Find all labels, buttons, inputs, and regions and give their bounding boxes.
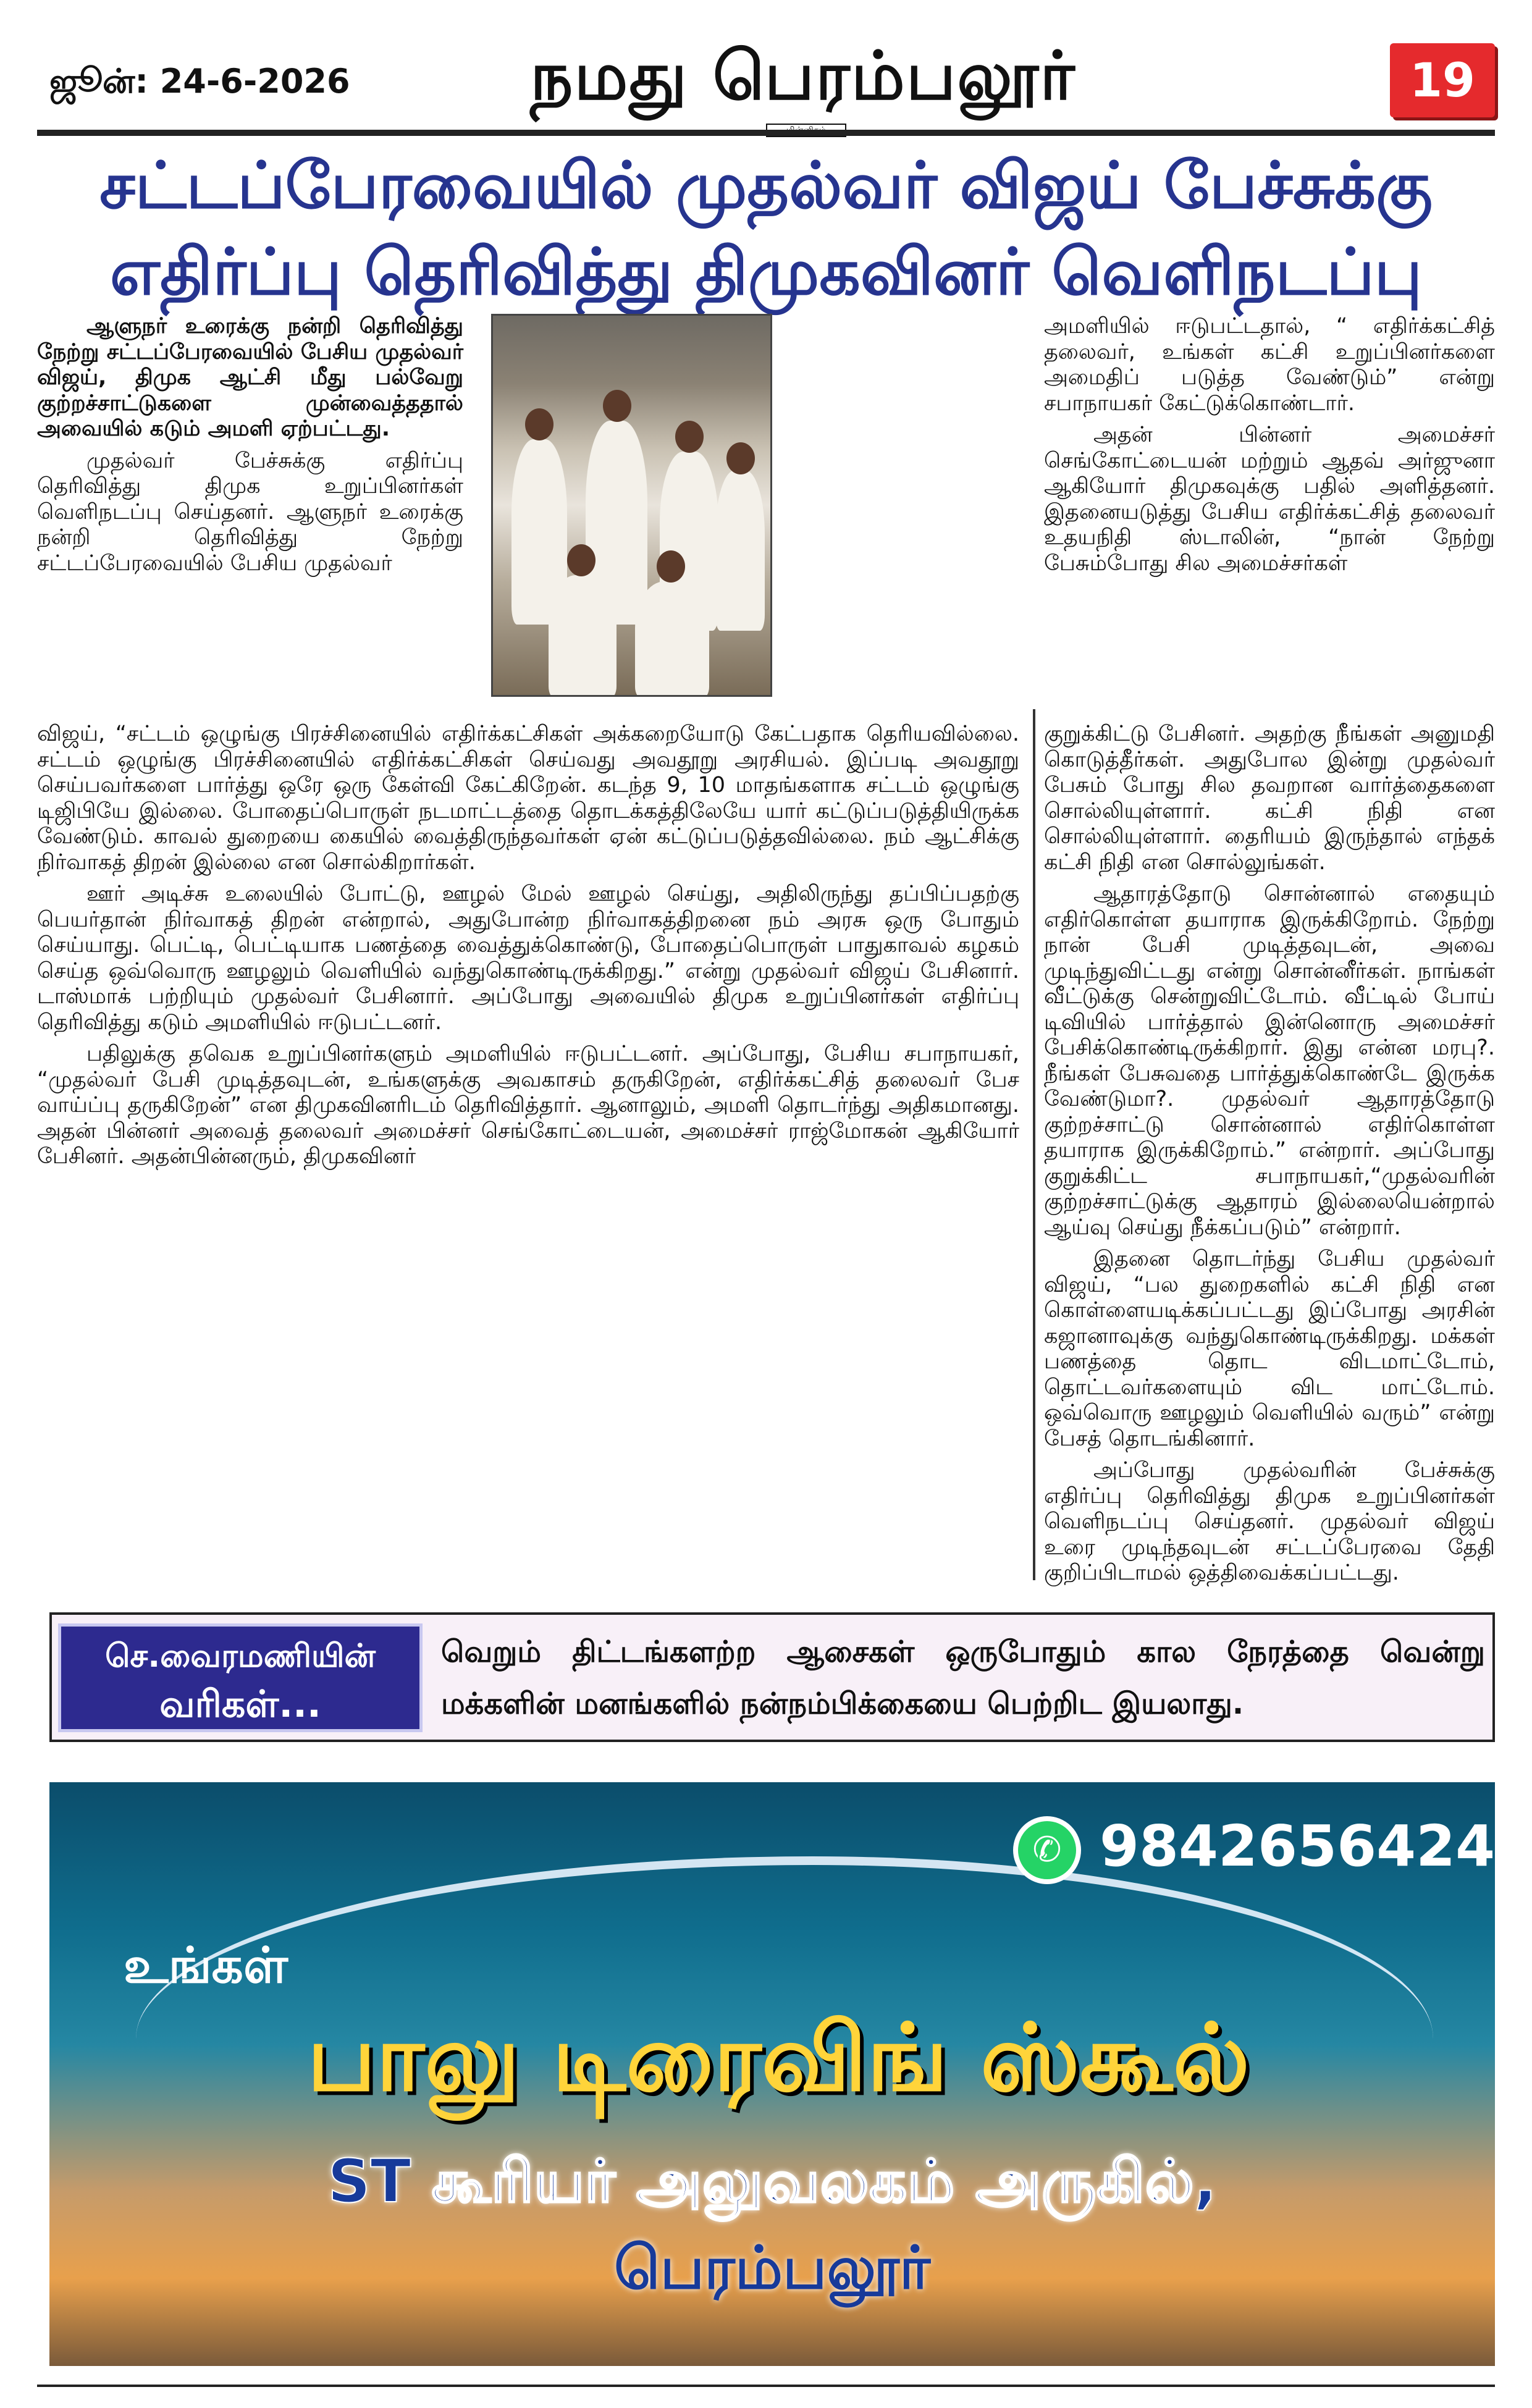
headline (37, 142, 1495, 315)
article-paragraph: ஊர் அடிச்சு உலையில் போட்டு, ஊழல் மேல் ஊழல் செய்து, அதிலிருந்து தப்பிப்பதற்கு பெயர்தான் நிர்வாகத் திறன் என்றால், அதுபோன்ற நிர்வாகத்திறனை நம் அரசு ஒரு போதும் செய்யாது. பெட்டி, பெட்டியாக பணத்தை வைத்துக்கொண்டு, போதைப்பொருள் பாதுகாவல் கழகம் செய்த ஒவ்வொரு ஊழலும் வெளியில் வந்துகொண்டிருக்கிறது.” என்று முதல்வர் விஜய் பேசினார். டாஸ்மாக் பற்றியும் முதல்வர் பேசினார். அப்போது அவையில் திமுக உறுப்பினர்கள் எதிர்ப்பு தெரிவித்து கடும் அமளியில் ஈடுபட்டனர். (37, 882, 1019, 1035)
quote-label (58, 1623, 423, 1732)
newspaper-title: நமது பெரம்பலூர் (530, 37, 1076, 115)
assembly-photo (491, 314, 772, 697)
article-photo (491, 314, 744, 715)
article-column-right-top (1044, 314, 1495, 583)
ad-school-name: பாலு டிரைவிங் ஸ்கூல் (307, 2005, 1250, 2112)
article-paragraph: ஆதாரத்தோடு சொன்னால் எதையும் எதிர்கொள்ள தயாராக இருக்கிறோம். நேற்று நான் பேசி முடித்தவுடன், அவை முடிந்துவிட்டது என்று சொன்னீர்கள். நாங்கள் வீட்டுக்கு சென்றுவிட்டோம். வீட்டில் போய் டிவியில் பார்த்தால் இன்னொரு அமைச்சர் பேசிக்கொண்டிருக்கிறார். இது என்ன மரபு?. நீங்கள் பேசுவதை பார்த்துக்கொண்டே இருக்க வேண்டுமா?. முதல்வர் ஆதாரத்தோடு குற்றச்சாட்டு சொன்னால் எதிர்கொள்ள தயாராக இருக்கிறோம்.” என்றார். அப்போது குறுக்கிட்ட சபாநாயகர்,“முதல்வரின் குற்றச்சாட்டுக்கு ஆதாரம் இல்லையென்றால் ஆய்வு செய்து நீக்கப்படும்” என்றார். (1044, 882, 1495, 1240)
page-number-badge: 19 (1390, 43, 1495, 117)
headline-line-1: சட்டப்பேரவையில் முதல்வர் விஜய் பேச்சுக்கு (99, 148, 1433, 223)
article-lead: ஆளுநர் உரைக்கு நன்றி தெரிவித்து நேற்று சட்டப்பேரவையில் பேசிய முதல்வர் விஜய், திமுக ஆட்சி மீது பல்வேறு குற்றச்சாட்டுகளை முன்வைத்ததால் அவையில் கடும் அமளி ஏற்பட்டது. (37, 314, 463, 441)
article-paragraph: குறுக்கிட்டு பேசினர். அதற்கு நீங்கள் அனுமதி கொடுத்தீர்கள். அதுபோல இன்று முதல்வர் பேசும் போது சில தவறான வார்த்தைகளை சொல்லியுள்ளார். கட்சி நிதி என சொல்லியுள்ளார். தைரியம் இருந்தால் எந்தக் கட்சி நிதி என சொல்லுங்கள். (1044, 722, 1495, 875)
quote-text: வெறும் திட்டங்களற்ற ஆசைகள் ஒருபோதும் கால நேரத்தை வென்று மக்களின் மனங்களில் நன்நம்பிக்கையை பெற்றிட இயலாது. (441, 1635, 1485, 1721)
ad-address-line-2: பெரம்பலூர் (613, 2233, 931, 2302)
quote-box (49, 1612, 1495, 1742)
issue-date: ஜூன்: 24-6-2026 (49, 62, 350, 101)
masthead-divider (37, 130, 1495, 136)
article-column-right (1044, 722, 1495, 1593)
ad-phone-number: 9842656424 (1100, 1813, 1495, 1879)
ad-address-line-1: ST கூரியர் அலுவலகம் அருகில், (327, 2147, 1217, 2216)
article-paragraph: பதிலுக்கு தவெக உறுப்பினர்களும் அமளியில் ஈடுபட்டனர். அப்போது, பேசிய சபாநாயகர், “முதல்வர் பேசி முடித்தவுடன், உங்களுக்கு அவகாசம் தருகிறேன், எதிர்க்கட்சித் தலைவர் பேச வாய்ப்பு தருகிறேன்” என திமுகவினரிடம் தெரிவித்தார். ஆனாலும், அமளி தொடர்ந்து அதிகமானது. அதன் பின்னர் அவைத் தலைவர் அமைச்சர் செங்கோட்டையன், அமைச்சர் ராஜ்மோகன் ஆகியோர் பேசினர். அதன்பின்னரும், திமுகவினர் (37, 1042, 1019, 1169)
article-paragraph: அதன் பின்னர் அமைச்சர் செங்கோட்டையன் மற்றும் ஆதவ் அர்ஜுனா ஆகியோர் திமுகவுக்கு பதில் அளித்தனர். இதனையடுத்து பேசிய எதிர்க்கட்சித் தலைவர் உதயநிதி ஸ்டாலின், “நான் நேற்று பேசும்போது சில அமைச்சர்கள் (1044, 423, 1495, 576)
whatsapp-icon: ✆ (1013, 1816, 1081, 1884)
page-bottom-rule (37, 2385, 1495, 2387)
headline-line-2: எதிர்ப்பு தெரிவித்து திமுகவினர் வெளிநடப்பு (109, 234, 1423, 309)
quote-author: செ.வைரமணியின் (105, 1638, 376, 1675)
article-paragraph: முதல்வர் பேச்சுக்கு எதிர்ப்பு தெரிவித்து திமுக உறுப்பினர்கள் வெளிநடப்பு செய்தனர். ஆளுநர் உரைக்கு நன்றி தெரிவித்து நேற்று சட்டப்பேரவையில் பேசிய முதல்வர் (37, 448, 463, 576)
article-paragraph: அப்போது முதல்வரின் பேச்சுக்கு எதிர்ப்பு தெரிவித்து திமுக உறுப்பினர்கள் வெளிநடப்பு செய்தனர். முதல்வர் விஜய் உரை முடிந்தவுடன் சட்டப்பேரவை தேதி குறிப்பிடாமல் ஒத்திவைக்கப்பட்டது. (1044, 1458, 1495, 1585)
column-divider (1033, 709, 1035, 1580)
advertisement (49, 1782, 1495, 2366)
article-column-left (37, 722, 1019, 1176)
masthead (37, 25, 1495, 130)
article (37, 314, 1495, 1585)
article-paragraph: அமளியில் ஈடுபட்டதால், “ எதிர்க்கட்சித் தலைவர், உங்கள் கட்சி உறுப்பினர்களை அமைதிப் படுத்த வேண்டும்” என்று சபாநாயகர் கேட்டுக்கொண்டார். (1044, 314, 1495, 416)
article-paragraph: விஜய், “சட்டம் ஒழுங்கு பிரச்சினையில் எதிர்க்கட்சிகள் அக்கறையோடு கேட்பதாக தெரியவில்லை. சட்டம் ஒழுங்கு பிரச்சினையில் எதிர்க்கட்சிகள் செய்வது அவதூறு அரசியல். இப்படி அவதூறு செய்பவர்களை பார்த்து ஒரே ஒரு கேள்வி கேட்கிறேன். கடந்த 9, 10 மாதங்களாக சட்டம் ஒழுங்கு டிஜிபியே இல்லை. போதைப்பொருள் நடமாட்டத்தை தொடக்கத்திலேயே யார் கட்டுப்படுத்தியிருக்க வேண்டும். காவல் துறையை கையில் வைத்திருந்தவர்கள் ஏன் கட்டுப்படுத்தவில்லை. நம் ஆட்சிக்கு நிர்வாகத் திறன் இல்லை என சொல்கிறார்கள். (37, 722, 1019, 875)
quote-title: வரிகள்... (159, 1683, 321, 1726)
ad-tagline: உங்கள் (124, 1937, 288, 1994)
article-paragraph: இதனை தொடர்ந்து பேசிய முதல்வர் விஜய், “பல துறைகளில் கட்சி நிதி என கொள்ளையடிக்கப்பட்டது இப்போது அரசின் கஜானாவுக்கு வந்துகொண்டிருக்கிறது. மக்கள் பணத்தை தொட விடமாட்டோம், தொட்டவர்களையும் விட மாட்டோம். ஒவ்வொரு ஊழலும் வெளியில் வரும்” என்று பேசத் தொடங்கினார். (1044, 1247, 1495, 1451)
